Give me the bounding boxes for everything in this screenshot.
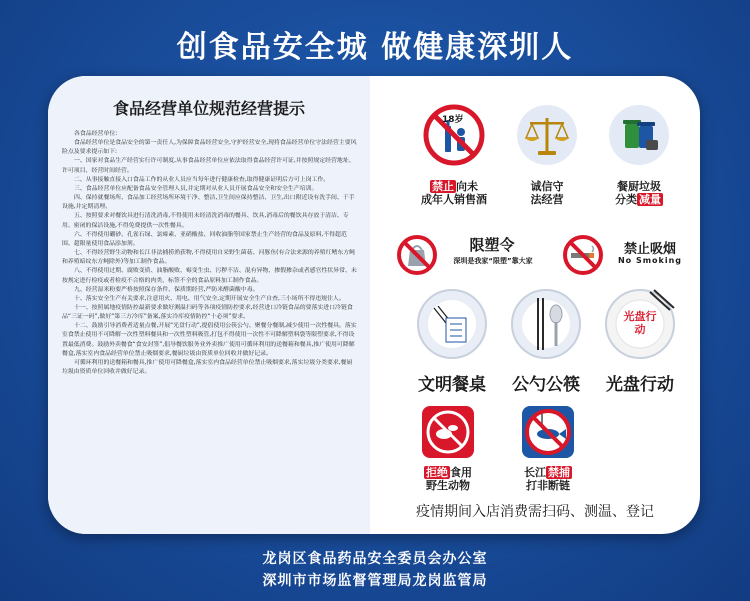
- yangtze-caption: 长江 禁捕 打非断链: [524, 466, 570, 492]
- clean-plate-caption: 光盘行动: [606, 375, 674, 395]
- no-alcohol-highlight: 禁止: [432, 180, 454, 193]
- notice-paragraph: 一、国家对食品生产经营实行许可制度,从事食品经营单位应依法取得食品经营许可证,并按照规定经营地址、许可项目、经营时间经营。: [62, 158, 355, 174]
- garbage-highlight: 减量: [639, 193, 661, 206]
- notice-paragraph: 四、保持就餐场所、食品加工经营场所环境干净、整洁,卫生间应保持整洁、卫生,出口附近设有洗手间、干手设施,并定期清理。: [62, 195, 355, 211]
- notice-paragraph: 十一、按照属地疫情防控最新要求做好测温扫码等各项疫情防控要求,经营进口冷链食品的要落实进口冷链食品“三证一码”,做好“第三方冷库”备案,落实冷库疫情防控“十必须”要求。: [62, 304, 353, 321]
- notice-paragraph: 九、经营湿米粉要严格按照保存条件、保质期经营,严防米酵菌酸中毒。: [74, 286, 259, 293]
- honest-caption: 诚信守 法经营: [530, 180, 564, 206]
- garbage-caption: 餐厨垃圾 分类 减量: [615, 180, 661, 206]
- notice-paragraph: 三、食品经营单位应配备食品安全管理人员,并定期对从业人员开展食品安全和安全生产培训。: [74, 185, 318, 192]
- headline: 创食品安全城 做健康深圳人: [176, 30, 574, 65]
- civilized-dining-caption: 文明餐桌: [418, 375, 486, 395]
- no-smoking-subtitle: No Smoking: [617, 256, 683, 265]
- notice-paragraph: 各食品经营单位:: [74, 131, 118, 137]
- notice-section: [48, 76, 370, 534]
- scales-icon: [516, 104, 578, 166]
- no-alcohol-caption: 禁止 向未 成年人销售酒: [421, 180, 487, 206]
- no-fishing-icon: [520, 404, 576, 460]
- notice-paragraph: 十、落实安全生产有关要求,注意用火、用电、用气安全,定期开展安全生产自查,三小场所不得违规住人。: [74, 295, 345, 302]
- wildlife-caption: 拒绝 食用 野生动物: [426, 466, 472, 492]
- no-plastic-bag-icon: [396, 234, 438, 276]
- footer-line-2: 深圳市市场监督管理局龙岗监管局: [262, 573, 488, 589]
- clean-plate-icon: [604, 288, 676, 360]
- notice-paragraph: 可循环利用的送餐箱和餐具,推广使用可降餐盒,落实室内食品经营单位禁止吸烟要求,落实垃圾分类要求,餐厨垃圾由资质单位回收并做好记录。: [62, 359, 353, 376]
- notice-paragraph: 六、不得使用硼砂、孔雀石绿、氯霉素、亚硝酸盐、回收油脂等国家禁止生产经营的食品及原料,不得超范围、超限量使用食品添加剂。: [62, 231, 347, 247]
- plastic-ban-title: 限塑令: [469, 236, 515, 254]
- notice-body: [62, 130, 358, 377]
- notice-paragraph: 十二、鼓励引导消费者适量点餐,开展“光盘行动”,提倡使用公筷公勺、聚餐分餐制,减少使用一次性餐具。落实室食禁止使用不可降解一次性塑料餐具和一次性塑料吸管,打包不得使用一次性不可降解塑料袋等限塑要求,不得设置最低消费。鼓励外卖餐食“食安封签”,倡导餐饮服务业外卖推广使用可循环利用的送餐箱和餐具,推广使用可降解餐盒,落实室内食品经营单位禁止吸烟要求,餐厨垃圾由资质单位回收并做好记录。: [62, 323, 357, 357]
- public-spoon-chopsticks-icon: [510, 288, 582, 360]
- plate-stamp-text: 光盘行动: [623, 310, 657, 336]
- content-panel: [48, 76, 700, 534]
- notice-paragraph: 八、不得使用过期、腐败变质、油脂酸败、霉变生虫、污秽不洁、混有异物、掺假掺杂或者感官性状异常、未按规定进行检疫或者检疫不合格的肉类、标签不全的食品原料加工制作食品。: [62, 268, 357, 284]
- age-18-sign: 18岁: [442, 115, 464, 125]
- footer-line-1: 龙岗区食品药品安全委员会办公室: [262, 551, 488, 567]
- notice-paragraph: 五、按照要求对餐饮具进行清洗消毒,不得使用未经清洗消毒的餐具、饮具,消毒后的餐饮具存放于清洁、专用、密闭的保洁设施,不得免费提供一次性餐具。: [62, 213, 349, 229]
- dining-plate-icon: [416, 288, 488, 360]
- notice-paragraph: 食品经营单位是食品安全的第一责任人,为保障食品经营安全,守护经营安全,现将食品经营单位守法经营主要风险点及要求提示如下:: [62, 140, 357, 156]
- no-alcohol-minors-icon: [423, 104, 485, 166]
- yangtze-highlight: 禁捕: [548, 466, 570, 479]
- no-smoking-icon: [562, 234, 604, 276]
- notice-paragraph: 二、从事接触直接入口食品工作的从业人员应当每年进行健康检查,取得健康证明后方可上岗工作。: [74, 176, 330, 183]
- garbage-bins-icon: [608, 104, 670, 166]
- wildlife-highlight: 拒绝: [426, 466, 448, 479]
- scan-notice: 疫情期间入店消费需扫码、测温、登记: [416, 504, 654, 520]
- notice-title: 食品经营单位规范经营提示: [112, 99, 305, 118]
- plastic-ban-subtitle: 深圳是我家“限塑”靠大家: [453, 257, 533, 265]
- no-wildlife-icon: [422, 406, 474, 458]
- notice-paragraph: 七、不得经营野生动物和长江非法捕捞渔获物,不得使用自采野生菌菇、河豚鱼(有合法来源的养殖红鳍东方鲀和养殖暗纹东方鲀除外)等加工制作食品。: [62, 250, 356, 266]
- public-chopsticks-caption: 公勺公筷: [512, 375, 580, 395]
- no-smoking-title: 禁止吸烟: [623, 242, 676, 257]
